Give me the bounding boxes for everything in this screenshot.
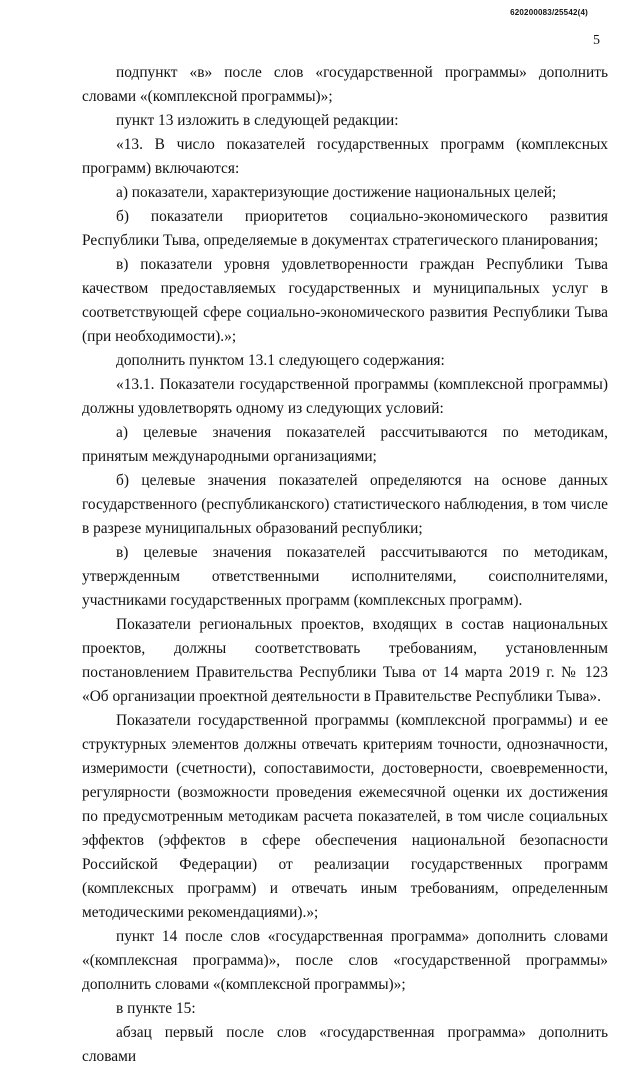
document-body [82, 61, 608, 1069]
paragraph: в пункте 15: [116, 1000, 196, 1017]
paragraph: в) показатели уровня удовлетворенности граждан Республики Тыва качеством предоставляемых государственных и муниципальных услуг в соответствующей сфере социально-экономического развития Республики Тыва (при необходимости).»; [82, 256, 608, 345]
paragraph: «13. В число показателей государственных программ (комплексных программ) включаются: [82, 136, 608, 177]
paragraph: б) показатели приоритетов социально-экономического развития Республики Тыва, определяемые в документах стратегического планирования; [82, 208, 608, 249]
document-id: 620200083/25542(4) [510, 8, 588, 17]
paragraph: пункт 14 после слов «государственная программа» дополнить словами «(комплексная программа)», после слов «государственной программы» дополнить словами «(комплексной программы)»; [82, 928, 608, 993]
paragraph: а) показатели, характеризующие достижение национальных целей; [116, 184, 557, 201]
paragraph: пункт 13 изложить в следующей редакции: [116, 112, 399, 129]
paragraph: Показатели государственной программы (комплексной программы) и ее структурных элементов должны отвечать критериям точности, однозначности, измеримости (счетности), сопоставимости, достоверности, своевременности, регулярности (возможности проведения ежемесячной оценки их достижения по предусмотренным методикам расчета показателей, в том числе социальных эффектов (эффектов в сфере обеспечения национальной безопасности Российской Федерации) от реализации государственных программ (комплексных программ) и отвечать иным требованиям, определенным методическими рекомендациями).»; [82, 712, 608, 921]
paragraph: «13.1. Показатели государственной программы (комплексной программы) должны удовлетворять одному из следующих условий: [82, 376, 608, 417]
paragraph: абзац первый после слов «государственная программа» дополнить словами [82, 1024, 608, 1065]
paragraph: а) целевые значения показателей рассчитываются по методикам, принятым международными организациями; [82, 424, 608, 465]
paragraph: дополнить пунктом 13.1 следующего содержания: [116, 352, 445, 369]
paragraph: Показатели региональных проектов, входящих в состав национальных проектов, должны соответствовать требованиям, установленным постановлением Правительства Республики Тыва от 14 марта 2019 г. № 123 «Об организации проектной деятельности в Правительстве Республики Тыва». [82, 616, 608, 705]
paragraph: б) целевые значения показателей определяются на основе данных государственного (республиканского) статистического наблюдения, в том числе в разрезе муниципальных образований республики; [82, 472, 608, 537]
paragraph: в) целевые значения показателей рассчитываются по методикам, утвержденным ответственными исполнителями, соисполнителями, участниками государственных программ (комплексных программ). [82, 544, 608, 609]
paragraph: подпункт «в» после слов «государственной программы» дополнить словами «(комплексной программы)»; [82, 64, 608, 105]
page-number: 5 [593, 33, 600, 48]
